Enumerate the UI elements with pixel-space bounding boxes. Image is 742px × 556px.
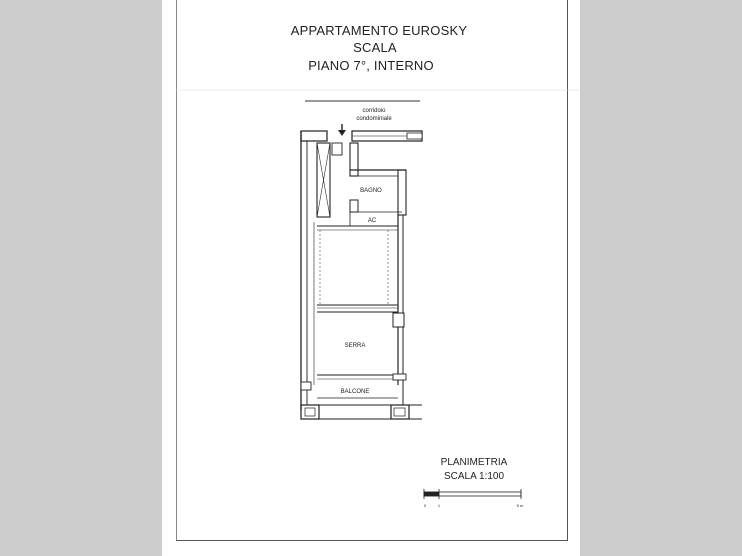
plan-sheet	[162, 0, 580, 556]
scale-tick-1: 1	[437, 503, 441, 508]
balcony-walls	[301, 398, 422, 419]
shaft-column	[317, 143, 342, 217]
title-line-1: APPARTAMENTO EUROSKY	[290, 23, 468, 38]
corridor-label-2: condominiale	[356, 116, 392, 122]
scale-bar	[424, 489, 521, 499]
legend-title: PLANIMETRIA	[440, 457, 508, 468]
corridor-label-1: corridoio	[362, 108, 386, 114]
scale-tick-0: 0	[423, 503, 427, 508]
scale-tick-5m: 5 m	[516, 503, 524, 508]
bathroom-walls	[350, 143, 406, 226]
corridor-walls	[301, 131, 422, 141]
room-label-balcony: BALCONE	[340, 389, 370, 395]
main-room-walls	[317, 215, 404, 405]
title-line-3: PIANO 7°, INTERNO	[308, 58, 434, 73]
room-label-ac: AC	[367, 218, 377, 224]
legend-scale: SCALA 1:100	[443, 471, 505, 482]
room-label-greenhouse: SERRA	[344, 343, 366, 349]
greenhouse-walls	[301, 374, 406, 390]
entry-arrow-icon	[338, 124, 346, 136]
outer-wall-left	[301, 131, 314, 410]
title-line-2: SCALA	[353, 40, 397, 55]
room-label-bathroom: BAGNO	[360, 188, 382, 194]
